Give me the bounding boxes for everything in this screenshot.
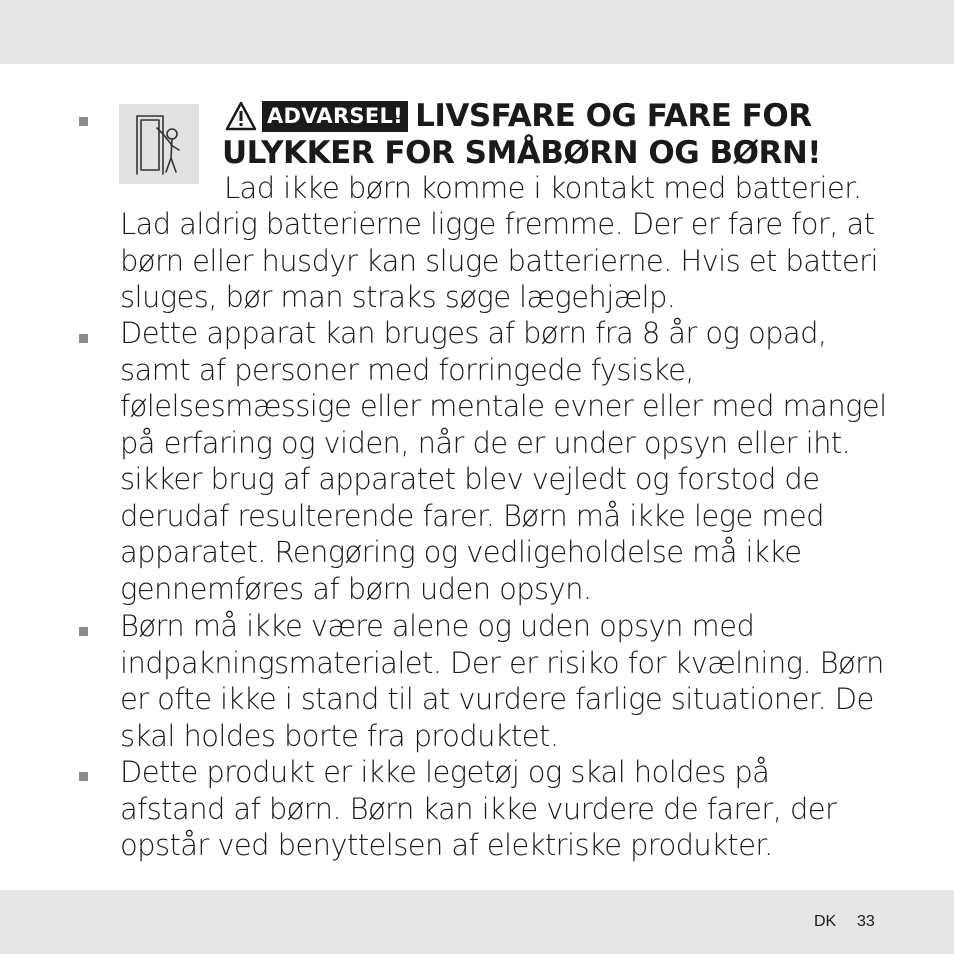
paragraph-1 (120, 206, 890, 316)
paragraph-line: apparatet. Rengøring og vedligeholdelse må ikke (120, 535, 802, 569)
child-hazard-icon (119, 104, 199, 184)
paragraph-line: sikker brug af apparatet blev vejledt og forstod de (120, 462, 820, 496)
bottom-band (0, 890, 954, 954)
paragraph-line: Børn må ikke være alene og uden opsyn med (120, 609, 755, 643)
paragraph-line: indpakningsmaterialet. Der er risiko for kvælning. Børn (120, 645, 884, 680)
paragraph-4 (120, 754, 890, 864)
paragraph-line: opstår ved benyttelsen af elektriske produkter. (120, 828, 773, 862)
paragraph-line: Dette apparat kan bruges af børn fra 8 år og opad, (120, 316, 827, 350)
footer-language: DK (814, 913, 837, 930)
top-band (0, 0, 954, 64)
paragraph-line: Lad aldrig batterierne ligge fremme. Der er fare for, at (120, 207, 875, 241)
paragraph-line: derudaf resulterende farer. Børn må ikke lege med (120, 498, 824, 533)
bullet-1 (79, 117, 88, 126)
paragraph-line: samt af personer med forringede fysiske, (120, 352, 694, 387)
paragraph-line: skal holdes borte fra produktet. (120, 718, 559, 753)
bullet-2 (79, 334, 88, 343)
paragraph-line: gennemføres af børn uden opsyn. (120, 571, 592, 606)
paragraph-line: sluges, bør man straks søge lægehjælp. (120, 280, 676, 314)
bullet-3 (79, 627, 88, 636)
warning-title-line1: LIVSFARE OG FARE FOR (415, 98, 812, 134)
paragraph-1-line-1: Lad ikke børn komme i kontakt med batterier. (224, 171, 862, 205)
warning-title-line2: ULYKKER FOR SMÅBØRN OG BØRN! (222, 135, 821, 171)
paragraph-line: på erfaring og viden, når de er under opsyn eller iht. (120, 425, 851, 460)
paragraph-line: er ofte ikke i stand til at vurdere farlige situationer. De (120, 682, 874, 716)
paragraph-line: børn eller husdyr kan sluge batterierne. Hvis et batteri (120, 243, 878, 278)
paragraph-line: følelsesmæssige eller mentale evner eller med mangel (120, 389, 887, 423)
paragraph-line: Dette produkt er ikke legetøj og skal holdes på (120, 755, 770, 789)
paragraph-3 (120, 608, 890, 754)
paragraph-2 (120, 315, 890, 607)
bullet-4 (79, 772, 88, 781)
footer-page-number: 33 (857, 913, 875, 930)
warning-header (225, 97, 812, 135)
paragraph-line: afstand af børn. Børn kan ikke vurdere de farer, der (120, 791, 837, 826)
warning-triangle-icon (225, 101, 257, 131)
warning-tag: ADVARSEL! (262, 101, 408, 132)
